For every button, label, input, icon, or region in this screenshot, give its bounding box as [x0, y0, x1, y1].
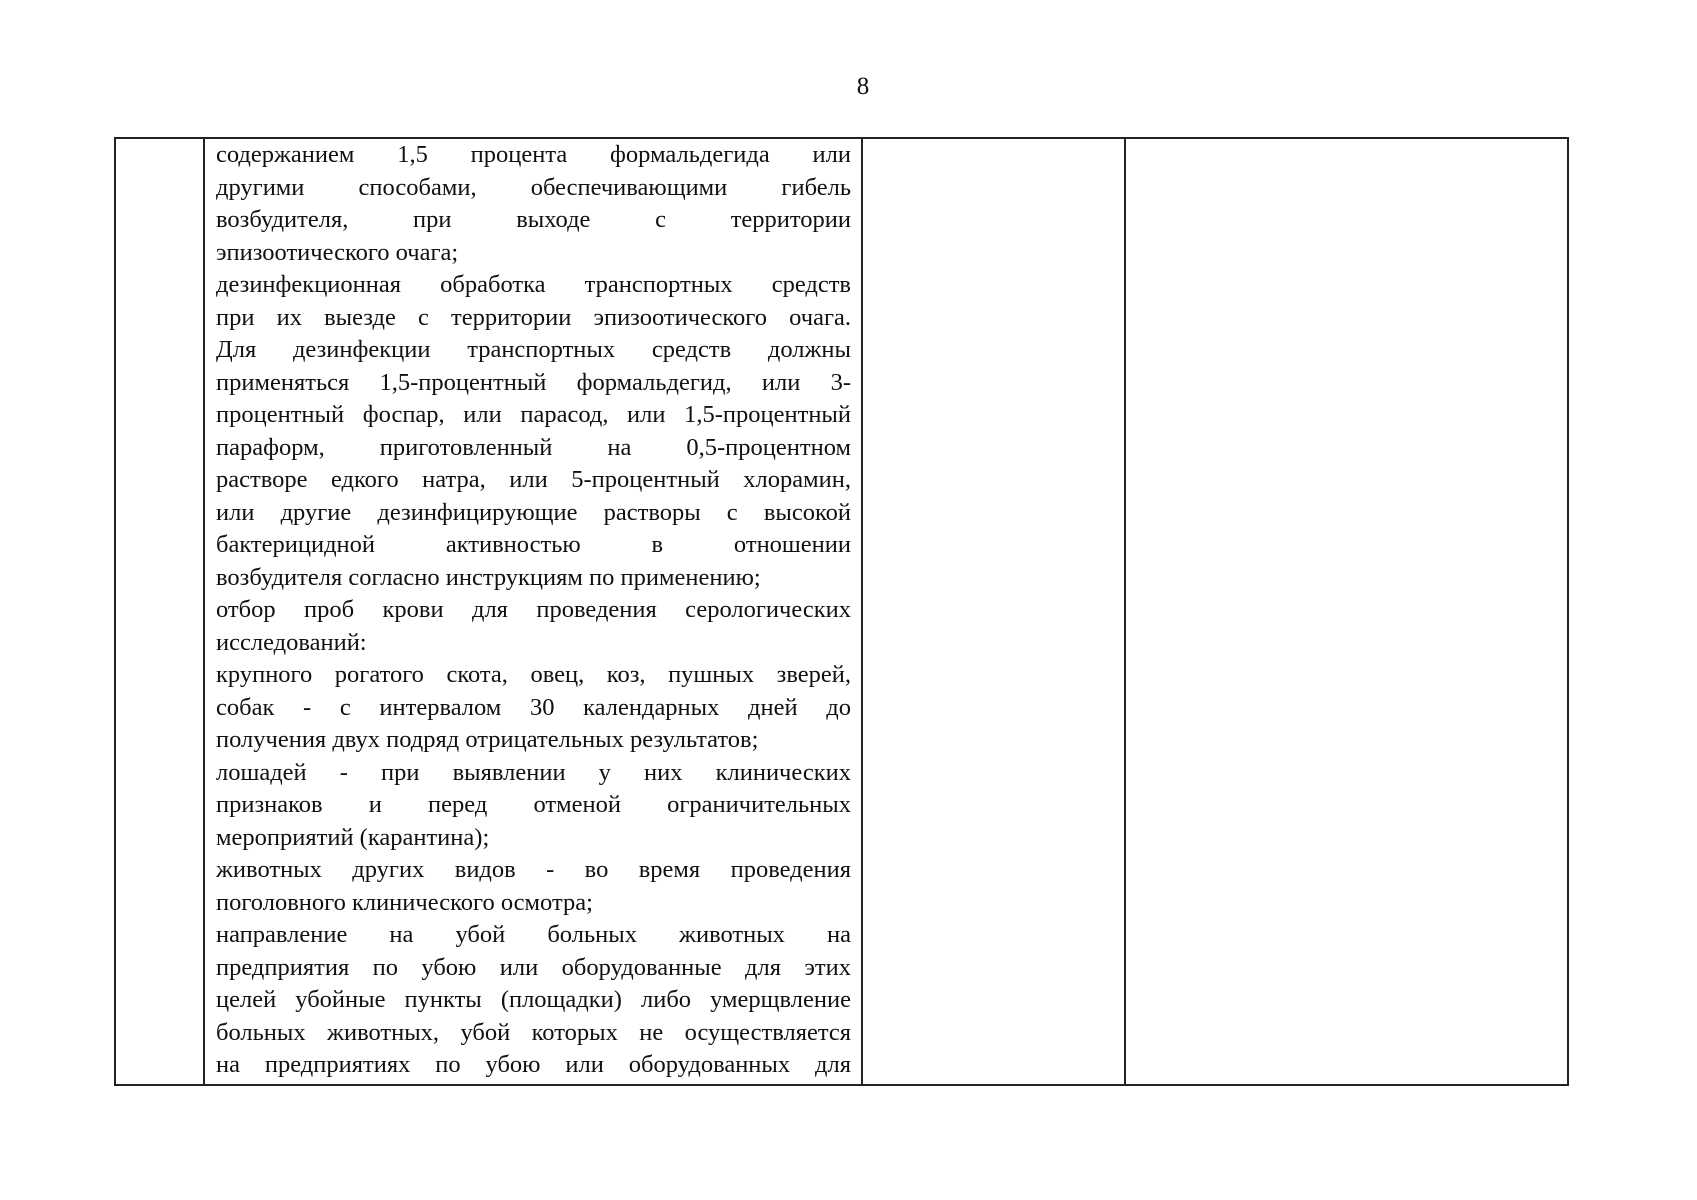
text-line: эпизоотического очага; [216, 238, 459, 266]
text-line: направление на убой больных животных на [216, 921, 851, 948]
text-line: возбудителя, при выходе с территории [216, 206, 851, 233]
text-line: животных других видов - во время проведения [216, 856, 851, 883]
text-line: Для дезинфекции транспортных средств должны [216, 336, 851, 363]
text-line: на предприятиях по убою или оборудованных для [216, 1051, 851, 1078]
text-line: при их выезде с территории эпизоотического очага. [216, 303, 851, 331]
text-line: отбор проб крови для проведения серологических [216, 596, 851, 623]
text-line: собак - с интервалом 30 календарных дней до [216, 693, 851, 721]
text-line: получения двух подряд отрицательных результатов; [216, 726, 759, 753]
text-line: исследований: [216, 628, 367, 656]
table-cell-1 [115, 138, 204, 1085]
text-line: содержанием 1,5 процента формальдегида или [216, 141, 851, 168]
measures-text [205, 139, 861, 1084]
text-line: бактерицидной активностью в отношении [216, 531, 851, 558]
text-line: больных животных, убой которых не осуществляется [216, 1018, 851, 1046]
text-line: процентный фоспар, или парасод, или 1,5-процентный [216, 401, 851, 428]
text-line: растворе едкого натра, или 5-процентный хлорамин, [216, 466, 851, 493]
text-line: поголовного клинического осмотра; [216, 888, 593, 916]
text-line: целей убойные пункты (площадки) либо умерщвление [216, 986, 851, 1013]
document-table [114, 137, 1569, 1086]
text-line: дезинфекционная обработка транспортных средств [216, 271, 851, 298]
text-line: мероприятий (карантина); [216, 823, 490, 851]
text-line: крупного рогатого скота, овец, коз, пушных зверей, [216, 661, 851, 688]
table-cell-3 [862, 138, 1125, 1085]
text-line: применяться 1,5-процентный формальдегид, или 3- [216, 368, 851, 396]
table-row [115, 138, 1568, 1085]
text-line: признаков и перед отменой ограничительных [216, 791, 851, 818]
table-cell-2 [204, 138, 862, 1085]
text-line: или другие дезинфицирующие растворы с высокой [216, 498, 851, 526]
text-line: лошадей - при выявлении у них клинических [216, 758, 851, 786]
text-line: предприятия по убою или оборудованные для этих [216, 953, 851, 981]
text-line: параформ, приготовленный на 0,5-процентном [216, 433, 851, 461]
text-line: другими способами, обеспечивающими гибель [216, 173, 851, 201]
text-line: возбудителя согласно инструкциям по применению; [216, 563, 761, 591]
page-number: 8 [856, 73, 870, 100]
table-cell-4 [1125, 138, 1568, 1085]
